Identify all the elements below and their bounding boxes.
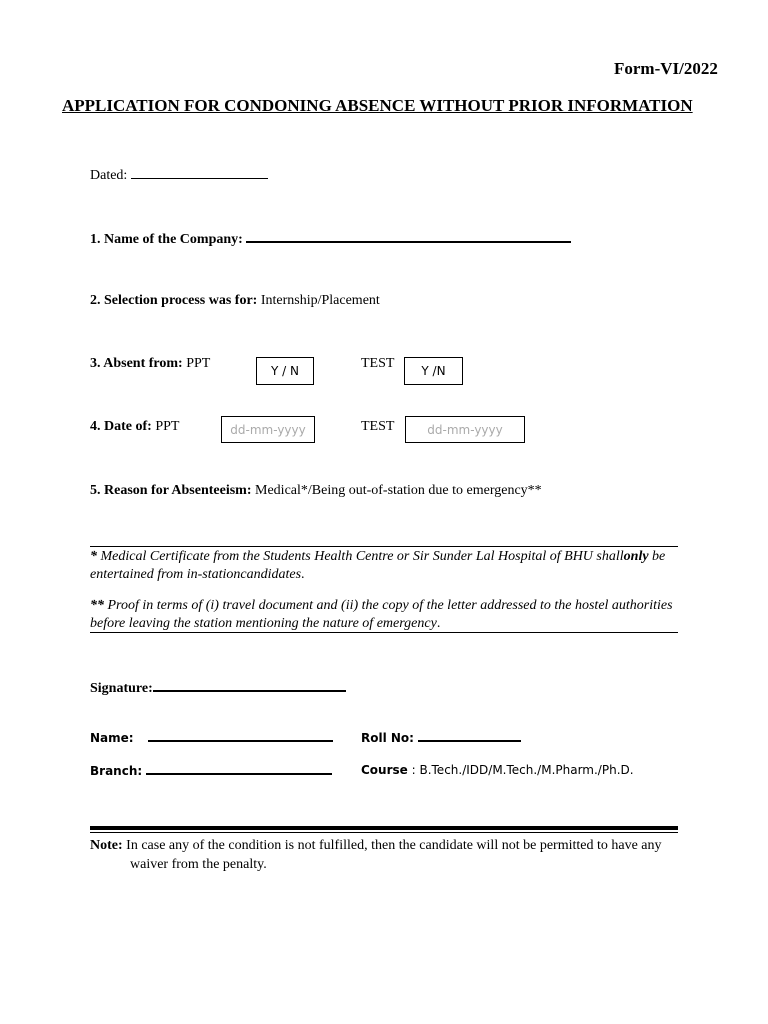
- footer-note-line2: waiver from the penalty: [130, 857, 264, 872]
- signature-field[interactable]: [153, 679, 346, 692]
- date-of-ppt-input[interactable]: dd-mm-yyyy: [221, 416, 315, 443]
- medical-bold: only: [623, 549, 649, 564]
- branch-field[interactable]: [146, 763, 332, 775]
- footer-note-line1: In case any of the condition is not fulfilled, then the candidate will not be permitted to have any: [122, 838, 662, 853]
- company-row: [90, 230, 571, 248]
- form-id: Form-VI/2022: [614, 59, 718, 78]
- footer-thick-rule: [90, 826, 678, 830]
- medical-note: [90, 548, 678, 584]
- notes-bottom-rule: [90, 632, 678, 633]
- company-label: 1. Name of the Company:: [90, 232, 243, 247]
- proof-line1: Proof in terms of (i) travel document and (ii) the copy of the letter addressed to the hostel authorities: [104, 598, 673, 613]
- course-row: [361, 763, 634, 777]
- reason-row: [90, 483, 542, 499]
- absent-ppt-box[interactable]: Y / N: [256, 357, 314, 385]
- date-of-test-label: TEST: [361, 419, 395, 434]
- branch-label: Branch:: [90, 764, 143, 778]
- absent-label: 3. Absent from:: [90, 356, 183, 371]
- medical-mark: *: [90, 549, 97, 564]
- medical-text-1: Medical Certificate from the Students Health Centre or Sir Sunder Lal Hospital of BHU shall: [97, 549, 624, 564]
- proof-line2: before leaving the station mentioning the nature of emergency: [90, 616, 437, 631]
- proof-end: .: [436, 616, 441, 631]
- reason-label: 5. Reason for Absenteeism:: [90, 483, 252, 498]
- course-label: Course: [361, 763, 408, 777]
- proof-note: [90, 597, 678, 633]
- name-field[interactable]: [148, 730, 333, 742]
- selection-label: 2. Selection process was for:: [90, 293, 258, 308]
- date-of-ppt-label: PPT: [155, 419, 180, 434]
- name-label: Name:: [90, 731, 134, 745]
- date-of-test-input[interactable]: dd-mm-yyyy: [405, 416, 525, 443]
- date-of-label: 4. Date of:: [90, 419, 152, 434]
- footer-note-end: .: [263, 857, 267, 872]
- absent-test-box[interactable]: Y /N: [404, 357, 463, 385]
- absent-ppt-label: PPT: [186, 356, 211, 371]
- medical-text-2: be: [648, 549, 666, 564]
- dated-label: Dated:: [90, 168, 128, 183]
- selection-row: [90, 293, 380, 309]
- page-title: APPLICATION FOR CONDONING ABSENCE WITHOUT PRIOR INFORMATION: [62, 96, 693, 115]
- selection-value: Internship/Placement: [260, 293, 380, 308]
- footer-note-label: Note:: [90, 838, 123, 853]
- proof-mark: **: [90, 598, 104, 613]
- reason-value: Medical*/Being out-of-station due to emergency**: [255, 483, 542, 498]
- signature-row: [90, 679, 346, 697]
- medical-end: .: [301, 567, 305, 582]
- footer-note: [90, 836, 690, 874]
- name-row: [90, 730, 333, 745]
- dated-field[interactable]: [131, 166, 268, 179]
- dated-row: [90, 166, 268, 184]
- date-of-row: [90, 419, 179, 435]
- absent-test-label: TEST: [361, 356, 395, 371]
- roll-field[interactable]: [418, 730, 521, 742]
- absent-row: [90, 356, 210, 372]
- medical-line2: entertained from in-stationcandidates: [90, 567, 302, 582]
- notes-top-rule: [90, 546, 678, 547]
- footer-thin-rule: [90, 832, 678, 833]
- roll-row: [361, 730, 521, 745]
- course-options: : B.Tech./IDD/M.Tech./M.Pharm./Ph.D.: [407, 763, 634, 777]
- roll-label: Roll No:: [361, 731, 414, 745]
- branch-row: [90, 763, 332, 778]
- signature-label: Signature:: [90, 681, 153, 696]
- company-field[interactable]: [246, 230, 571, 243]
